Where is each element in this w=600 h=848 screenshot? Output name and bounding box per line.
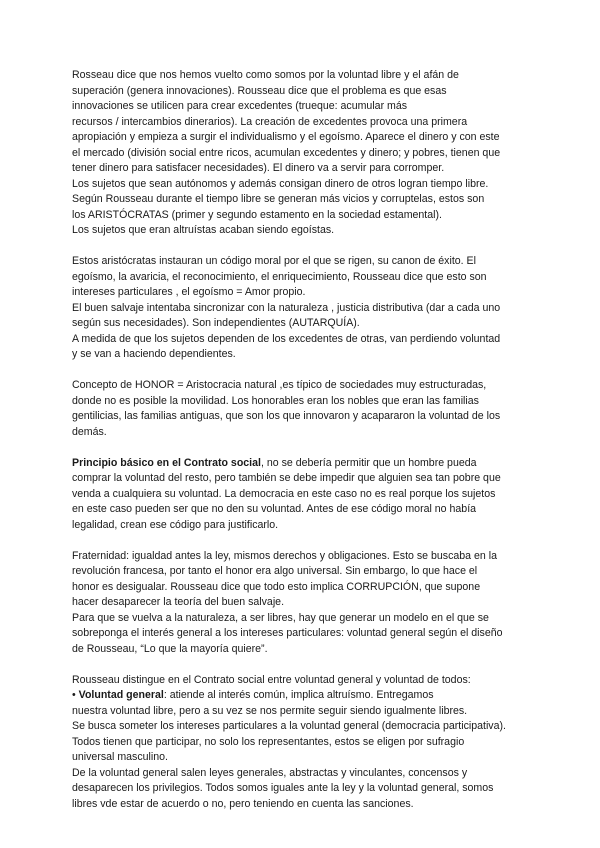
text-line: comprar la voluntad del resto, pero también se debe impedir que alguien sea tan pobre que	[72, 472, 501, 484]
text-line: Todos tienen que participar, no solo los representantes, estos se eligen por sufragio	[72, 735, 465, 748]
text-line: apropiación y empieza a surgir el individualismo y el egoísmo. Aparece el dinero y con este	[72, 131, 500, 143]
paragraph-gap	[72, 239, 542, 255]
text-line: de Rousseau, “Lo que la mayoría quiere”.	[72, 642, 268, 655]
text-run: , no se debería permitir que un hombre pueda	[260, 456, 477, 469]
paragraph-gap	[72, 440, 542, 456]
text-line: egoísmo, la avaricia, el reconocimiento, el enriquecimiento, Rousseau dice que esto son	[72, 270, 487, 283]
text-line: El buen salvaje intentaba sincronizar con la naturaleza , justicia distributiva (dar a cada uno	[72, 301, 501, 314]
text-line: libres vde estar de acuerdo o no, pero teniendo en cuenta las sanciones.	[72, 797, 414, 810]
text-line: y se van a haciendo dependientes.	[72, 348, 236, 360]
paragraph	[72, 611, 542, 658]
paragraph	[72, 673, 542, 720]
paragraph	[72, 378, 542, 440]
text-line: hacer desaparecer la teoría del buen salvaje.	[72, 596, 285, 608]
text-line: universal masculino.	[72, 751, 168, 763]
paragraph	[72, 68, 542, 177]
text-line: sobreponga el interés general a los intereses particulares: voluntad general según el diseño	[72, 627, 503, 639]
text-line: legalidad, crean ese código para justificarlo.	[72, 518, 279, 531]
text-run: : atiende al interés común, implica altruísmo. Entregamos	[163, 689, 434, 701]
text-line: De la voluntad general salen leyes generales, abstractas y vinculantes, concensos y	[72, 766, 468, 779]
text-line: innovaciones se utilicen para crear excedentes (trueque: acumular más	[72, 100, 408, 112]
text-line: donde no es posible la movilidad. Los honorables eran los nobles que eran las familias	[72, 394, 479, 407]
bullet-line	[72, 688, 542, 704]
paragraph	[72, 735, 542, 766]
paragraph-gap	[72, 533, 542, 549]
text-line: según sus necesidades). Son independientes (AUTARQUÍA).	[72, 317, 360, 329]
text-line: Fraternidad: igualdad antes la ley, mismos derechos y obligaciones. Esto se buscaba en la	[72, 549, 497, 562]
text-line	[72, 456, 542, 472]
text-line: Concepto de HONOR = Aristocracia natural ,es típico de sociedades muy estructuradas,	[72, 379, 487, 391]
paragraph-gap	[72, 657, 542, 673]
paragraph	[72, 719, 542, 735]
text-line: Rosseau dice que nos hemos vuelto como somos por la voluntad libre y el afán de	[72, 69, 459, 81]
text-line: intereses particulares , el egoísmo = Amor propio.	[72, 286, 306, 298]
text-line: superación (genera innovaciones). Rousseau dice que el problema es que esas	[72, 84, 447, 97]
bold-term: Voluntad general	[78, 689, 164, 701]
text-line: Los sujetos que sean autónomos y además consigan dinero de otros logran tiempo libre.	[72, 177, 489, 190]
text-line: revolución francesa, por tanto el honor era algo universal. Sin embargo, lo que hace el	[72, 565, 478, 577]
text-line: Estos aristócratas instauran un código moral por el que se rigen, su canon de éxito. El	[72, 255, 476, 267]
text-line: en este caso pueden ser que no den su voluntad. Antes de ese código moral no había	[72, 503, 477, 515]
paragraph-gap	[72, 363, 542, 379]
paragraph	[72, 549, 542, 611]
paragraph	[72, 177, 542, 224]
text-line: Los sujetos que eran altruístas acaban siendo egoístas.	[72, 224, 335, 236]
text-line: demás.	[72, 425, 107, 438]
text-line: Se busca someter los intereses particulares a la voluntad general (democracia participativa).	[72, 720, 506, 732]
paragraph	[72, 254, 542, 301]
text-line: A medida de que los sujetos dependen de los excedentes de otras, van perdiendo voluntad	[72, 332, 501, 345]
text-line: Según Rousseau durante el tiempo libre se generan más vicios y corruptelas, estos son	[72, 193, 485, 205]
paragraph	[72, 456, 542, 534]
text-line: desaparecen los privilegios. Todos somos iguales ante la ley y la voluntad general, somos	[72, 782, 494, 794]
text-line: Para que se vuelva a la naturaleza, a ser libres, hay que generar un modelo en el que se	[72, 611, 489, 624]
paragraph	[72, 766, 542, 813]
bold-heading: Principio básico en el Contrato social	[72, 456, 261, 469]
text-line: venda a cualquiera su voluntad. La democracia en este caso no es real porque los sujetos	[72, 487, 496, 500]
paragraph	[72, 332, 542, 363]
text-line: Rousseau distingue en el Contrato social entre voluntad general y voluntad de todos:	[72, 673, 471, 686]
text-line: recursos / intercambios dinerarios). La creación de excedentes provoca una primera	[72, 115, 468, 128]
document-page	[72, 68, 542, 812]
text-line: los ARISTÓCRATAS (primer y segundo estamento en la sociedad estamental).	[72, 208, 442, 221]
paragraph	[72, 301, 542, 332]
text-line: nuestra voluntad libre, pero a su vez se nos permite seguir siendo igualmente libres.	[72, 704, 468, 717]
text-line: honor es desigualar. Rousseau dice que todo esto implica CORRUPCIÓN, que supone	[72, 580, 481, 593]
paragraph	[72, 223, 542, 239]
text-line: tener dinero para satisfacer necesidades). El dinero va a servir para corromper.	[72, 162, 445, 174]
bullet-icon: •	[72, 689, 76, 701]
text-line: el mercado (división social entre ricos, acumulan excedentes y dinero; y pobres, tienen que	[72, 146, 501, 159]
text-line: gentilicias, las familias antiguas, que son los que innovaron y acapararon la voluntad de los	[72, 410, 501, 422]
